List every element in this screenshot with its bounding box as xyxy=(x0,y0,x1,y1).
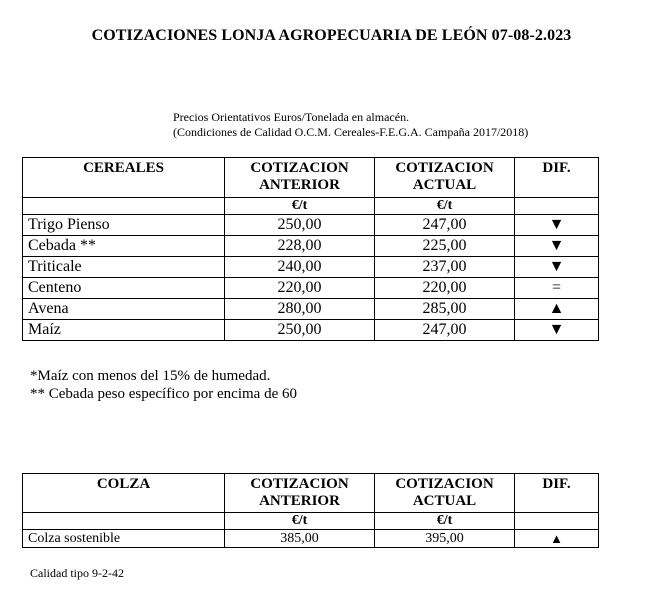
table-header-row xyxy=(23,474,599,513)
colza-table xyxy=(22,473,599,548)
row-dif: ▲ xyxy=(515,299,599,320)
footer-quality: Calidad tipo 9-2-42 xyxy=(30,566,124,580)
row-prev-price: 280,00 xyxy=(225,299,375,320)
row-curr-price: 225,00 xyxy=(375,236,515,257)
row-dif: = xyxy=(515,278,599,299)
table-row xyxy=(23,320,599,341)
table-row xyxy=(23,257,599,278)
table-row xyxy=(23,299,599,320)
unit-row xyxy=(23,513,599,530)
row-dif: ▼ xyxy=(515,236,599,257)
row-dif: ▲ xyxy=(515,530,599,548)
header-cotizacion-actual: COTIZACION ACTUAL xyxy=(375,474,515,513)
subtitle-prices: Precios Orientativos Euros/Tonelada en almacén. xyxy=(173,110,410,124)
note-cebada: ** Cebada peso específico por encima de 60 xyxy=(30,386,297,402)
header-cotizacion-anterior: COTIZACION ANTERIOR xyxy=(225,158,375,198)
row-prev-price: 228,00 xyxy=(225,236,375,257)
row-dif: ▼ xyxy=(515,215,599,236)
unit-label: €/t xyxy=(375,198,515,215)
note-maiz: *Maíz con menos del 15% de humedad. xyxy=(30,368,271,384)
unit-row xyxy=(23,198,599,215)
header-cotizacion-anterior: COTIZACION ANTERIOR xyxy=(225,474,375,513)
row-prev-price: 240,00 xyxy=(225,257,375,278)
page-title: COTIZACIONES LONJA AGROPECUARIA DE LEÓN 07-08-2.023 xyxy=(91,27,572,44)
header-dif: DIF. xyxy=(515,474,599,513)
table-row xyxy=(23,278,599,299)
row-curr-price: 220,00 xyxy=(375,278,515,299)
row-curr-price: 285,00 xyxy=(375,299,515,320)
row-name: Cebada ** xyxy=(23,236,225,257)
table-row xyxy=(23,530,599,548)
row-dif: ▼ xyxy=(515,257,599,278)
unit-label: €/t xyxy=(375,513,515,530)
header-dif: DIF. xyxy=(515,158,599,198)
row-dif: ▼ xyxy=(515,320,599,341)
row-prev-price: 220,00 xyxy=(225,278,375,299)
row-prev-price: 385,00 xyxy=(225,530,375,548)
row-curr-price: 237,00 xyxy=(375,257,515,278)
header-cereales: CEREALES xyxy=(23,158,225,198)
unit-label: €/t xyxy=(225,513,375,530)
row-name: Colza sostenible xyxy=(23,530,225,548)
row-prev-price: 250,00 xyxy=(225,215,375,236)
header-colza: COLZA xyxy=(23,474,225,513)
row-curr-price: 395,00 xyxy=(375,530,515,548)
row-curr-price: 247,00 xyxy=(375,215,515,236)
header-cotizacion-actual: COTIZACION ACTUAL xyxy=(375,158,515,198)
table-row xyxy=(23,236,599,257)
row-name: Triticale xyxy=(23,257,225,278)
row-name: Centeno xyxy=(23,278,225,299)
row-name: Maíz xyxy=(23,320,225,341)
row-curr-price: 247,00 xyxy=(375,320,515,341)
table-row xyxy=(23,215,599,236)
row-name: Avena xyxy=(23,299,225,320)
row-prev-price: 250,00 xyxy=(225,320,375,341)
cereales-table xyxy=(22,157,599,341)
row-name: Trigo Pienso xyxy=(23,215,225,236)
subtitle-conditions: (Condiciones de Calidad O.C.M. Cereales-F.E.G.A. Campaña 2017/2018) xyxy=(173,125,529,139)
table-header-row xyxy=(23,158,599,198)
unit-label: €/t xyxy=(225,198,375,215)
